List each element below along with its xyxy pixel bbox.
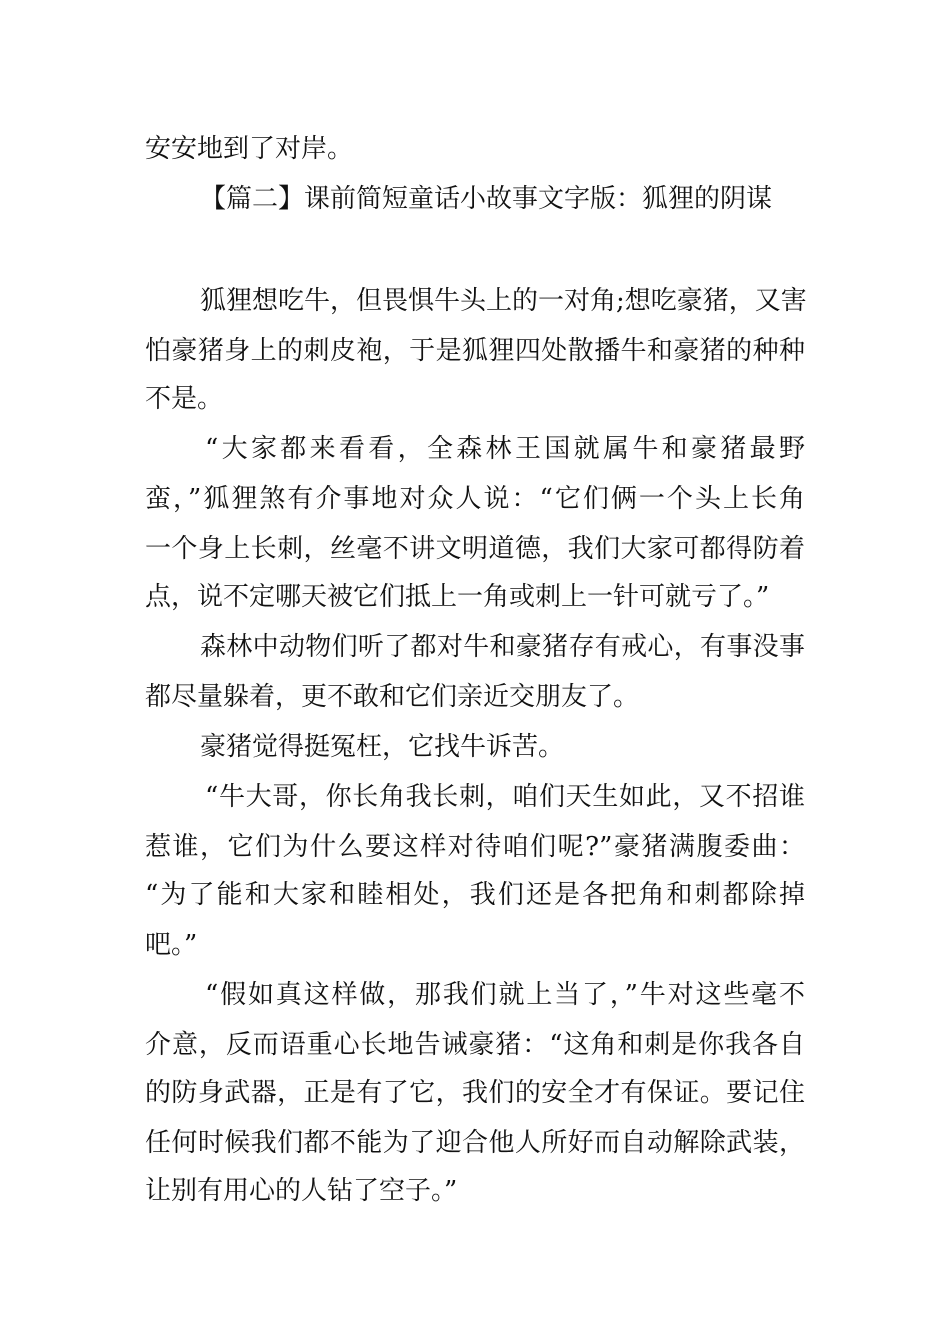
text-line-17: “假如真这样做，那我们就上当了，”牛对这些毫不: [205, 980, 805, 1010]
text-line-20: 任何时候我们都不能为了迎合他人所好而自动解除武装，: [145, 1128, 805, 1158]
text-line-6: “大家都来看看，全森林王国就属牛和豪猪最野: [205, 434, 805, 464]
text-line-16: 吧。”: [145, 930, 198, 960]
text-line-14: 惹谁，它们为什么要这样对待咱们呢?”豪猪满腹委曲：: [145, 832, 805, 862]
text-line-13: “牛大哥，你长角我长刺，咱们天生如此，又不招谁: [205, 782, 805, 812]
text-line-10: 森林中动物们听了都对牛和豪猪存有戒心，有事没事: [200, 632, 805, 662]
text-line-1: 安安地到了对岸。: [145, 134, 354, 164]
text-line-18: 介意，反而语重心长地告诫豪猪：“这角和刺是你我各自: [145, 1030, 805, 1060]
text-line-8: 一个身上长刺，丝毫不讲文明道德，我们大家可都得防着: [145, 534, 805, 564]
text-line-9: 点，说不定哪天被它们抵上一角或刺上一针可就亏了。”: [145, 582, 770, 612]
text-line-12: 豪猪觉得挺冤枉，它找牛诉苦。: [200, 732, 565, 762]
section-heading: 【篇二】课前简短童话小故事文字版：狐狸的阴谋: [200, 184, 773, 214]
text-line-4: 怕豪猪身上的刺皮袍，于是狐狸四处散播牛和豪猪的种种: [145, 336, 805, 366]
text-line-19: 的防身武器，正是有了它，我们的安全才有保证。要记住: [145, 1078, 805, 1108]
text-line-3: 狐狸想吃牛，但畏惧牛头上的一对角;想吃豪猪，又害: [200, 286, 807, 316]
text-line-15: “为了能和大家和睦相处，我们还是各把角和刺都除掉: [145, 880, 805, 910]
text-line-5: 不是。: [145, 384, 224, 414]
text-line-7: 蛮，”狐狸煞有介事地对众人说：“它们俩一个头上长角: [145, 484, 805, 514]
text-line-11: 都尽量躲着，更不敢和它们亲近交朋友了。: [145, 682, 640, 712]
text-line-21: 让别有用心的人钻了空子。”: [145, 1176, 458, 1206]
